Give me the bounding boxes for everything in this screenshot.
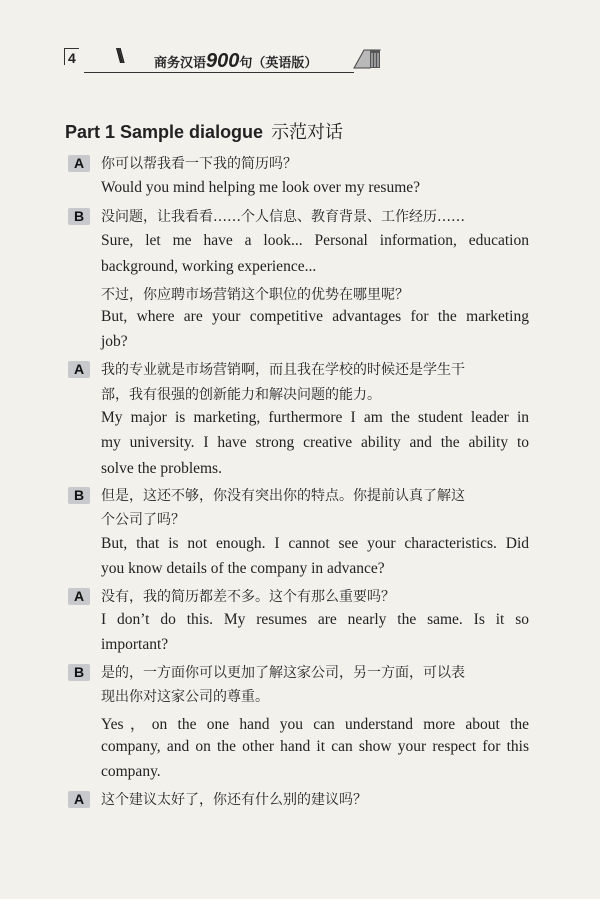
dialogue-line: 没问题，让我看看……个人信息、教育背景、工作经历……	[101, 209, 465, 225]
dialogue-line: my university. I have strong creative ability and the ability to	[101, 434, 529, 451]
speaker-badge: A	[68, 588, 90, 605]
dialogue-line: 部，我有很强的创新能力和解决问题的能力。	[101, 387, 381, 403]
dialogue-line: My major is marketing, furthermore I am the student leader in	[101, 409, 529, 426]
dialogue-line: But, where are your competitive advantages for the marketing	[101, 308, 529, 325]
book-title-prefix: 商务汉语	[154, 56, 207, 71]
dialogue-line: important?	[101, 636, 169, 653]
dialogue-line: 个公司了吗？	[101, 512, 185, 528]
speaker-badge: B	[68, 208, 90, 225]
book-title-number: 900	[206, 50, 240, 72]
speaker-badge: B	[68, 664, 90, 681]
speaker-badge: A	[68, 361, 90, 378]
dialogue-line: 现出你对这家公司的尊重。	[101, 689, 269, 705]
books-icon	[350, 44, 384, 74]
header-rule	[84, 72, 354, 73]
book-title	[154, 50, 317, 73]
section-title	[65, 118, 343, 144]
speaker-badge: A	[68, 155, 90, 172]
dialogue-line: But, that is not enough. I cannot see your characteristics. Did	[101, 535, 529, 552]
dialogue-line: 没有，我的简历都差不多。这个有那么重要吗？	[101, 589, 395, 605]
dialogue-line: 是的，一方面你可以更加了解这家公司，另一方面，可以表	[101, 665, 465, 681]
dialogue-line: I don’t do this. My resumes are nearly the same. Is it so	[101, 611, 529, 628]
speaker-badge: B	[68, 487, 90, 504]
section-title-cn: 示范对话	[271, 122, 344, 143]
dialogue-line: 不过，你应聘市场营销这个职位的优势在哪里呢？	[101, 287, 409, 303]
dialogue-line: Yes，on the one hand you can understand more about the	[101, 716, 529, 733]
dialogue-line: 你可以帮我看一下我的简历吗？	[101, 156, 297, 172]
dialogue-line: 但是，这还不够，你没有突出你的特点。你提前认真了解这	[101, 488, 465, 504]
page-number: 4	[68, 50, 76, 66]
dialogue-line: company, and on the other hand it can show your respect for this	[101, 738, 529, 755]
dialogue-line: background, working experience...	[101, 258, 317, 275]
dialogue-line: Sure, let me have a look... Personal information, education	[101, 232, 529, 249]
section-title-en: Part 1 Sample dialogue	[65, 122, 264, 142]
speaker-badge: A	[68, 791, 90, 808]
page-header	[64, 44, 394, 74]
book-title-suffix: 句（英语版）	[239, 56, 318, 71]
dialogue-line: you know details of the company in advance?	[101, 560, 385, 577]
header-slashes: \\\	[116, 46, 121, 68]
dialogue-line: 这个建议太好了，你还有什么别的建议吗？	[101, 792, 367, 808]
dialogue-line: Would you mind helping me look over my resume?	[101, 179, 421, 196]
dialogue-line: solve the problems.	[101, 460, 222, 477]
dialogue-line: 我的专业就是市场营销啊，而且我在学校的时候还是学生干	[101, 362, 465, 378]
dialogue-line: job?	[101, 333, 128, 350]
dialogue-line: company.	[101, 763, 161, 780]
